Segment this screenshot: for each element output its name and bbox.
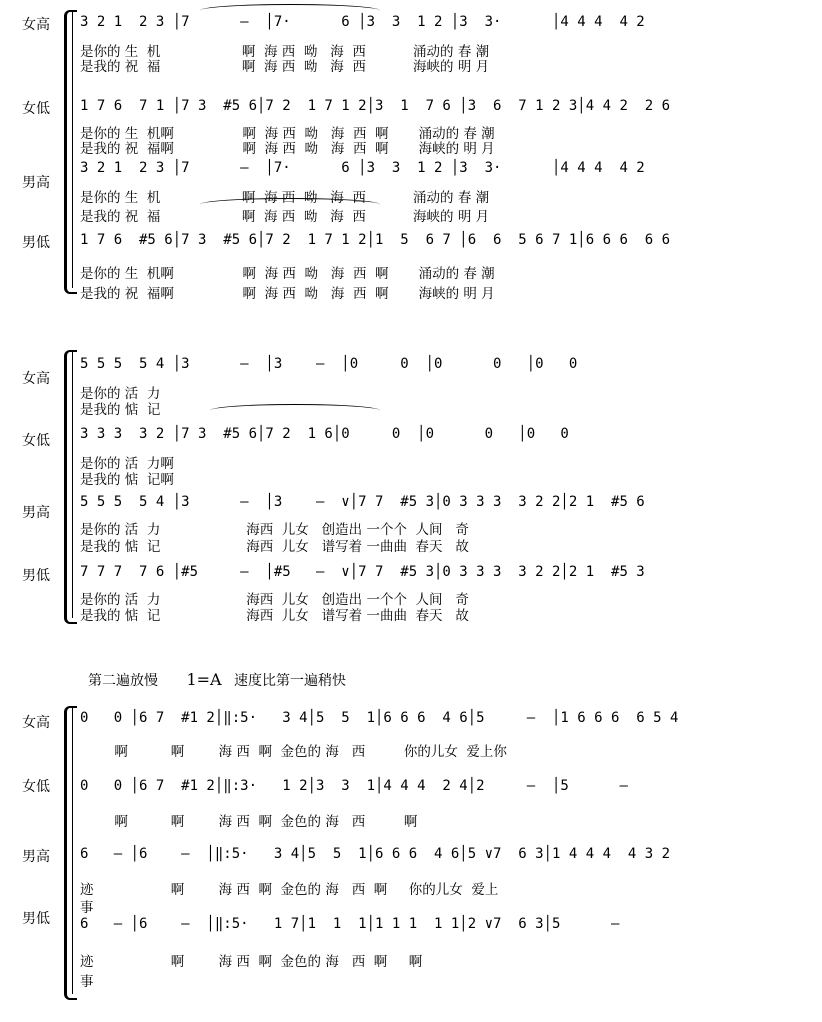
- part-notes: 1 7 6 7 1 │7 3 #5 6│7 2 1 7 1 2│3 1 7 6 │3 6 7 1 2 3│4 4 2 2 6: [80, 98, 671, 114]
- lyric-line: 事: [80, 900, 94, 916]
- lyric-line: 是我的 祝 福啊 啊 海 西 呦 海 西 啊 海峡的 明 月: [80, 141, 495, 157]
- part-label: 男高: [22, 505, 50, 521]
- system-brace-inner: [72, 12, 73, 288]
- part-label: 女低: [22, 101, 50, 117]
- part-label: 男低: [22, 235, 50, 251]
- part-notes: 0 0 │6 7 #1 2│‖:3· 1 2│3 3 1│4 4 4 2 4│2 – │5 –: [80, 778, 628, 794]
- lyric-line: 是你的 生 机啊 啊 海 西 呦 海 西 啊 涌动的 春 潮: [80, 126, 495, 142]
- lyric-line: 啊 啊 海 西 啊 金色的 海 西 你的儿女 爱上你: [80, 744, 507, 760]
- lyric-line: 是我的 祝 福啊 啊 海 西 呦 海 西 啊 海峡的 明 月: [80, 286, 495, 302]
- part-label: 女高: [22, 17, 50, 33]
- lyric-line: 事: [80, 974, 94, 990]
- lyric-line: 是我的 惦 记: [80, 402, 161, 418]
- lyric-line: 是你的 活 力啊: [80, 456, 174, 472]
- lyric-line: 是我的 惦 记 海西 儿女 谱写着 一曲曲 春天 故: [80, 608, 469, 624]
- lyric-line: 是我的 惦 记啊: [80, 472, 174, 488]
- tempo-note: 第二遍放慢: [88, 673, 158, 689]
- part-label: 男高: [22, 849, 50, 865]
- lyric-line: 是你的 生 机 啊 海 西 呦 海 西 涌动的 春 潮: [80, 44, 490, 60]
- tempo-heading: [88, 670, 346, 690]
- slur: [200, 198, 380, 211]
- system-brace: [64, 706, 77, 1000]
- lyric-line: 是我的 祝 福 啊 海 西 呦 海 西 海峡的 明 月: [80, 59, 490, 75]
- part-label: 女低: [22, 433, 50, 449]
- part-label: 男低: [22, 568, 50, 584]
- part-notes: 1 7 6 #5 6│7 3 #5 6│7 2 1 7 1 2│1 5 6 7 │6 6 5 6 7 1│6 6 6 6 6: [80, 232, 671, 248]
- system-brace: [64, 10, 77, 294]
- lyric-line: 是你的 活 力 海西 儿女 创造出 一个个 人间 奇: [80, 592, 469, 608]
- part-notes: 7 7 7 7 6 │#5 – │#5 – ∨│7 7 #5 3│0 3 3 3 3 2 2│2 1 #5 3: [80, 564, 645, 580]
- part-notes: 6 – │6 – │‖:5· 3 4│5 5 1│6 6 6 4 6│5 ∨7 6 3│1 4 4 4 4 3 2: [80, 846, 671, 862]
- lyric-line: 是你的 生 机啊 啊 海 西 呦 海 西 啊 涌动的 春 潮: [80, 266, 495, 282]
- lyric-line: 是我的 惦 记 海西 儿女 谱写着 一曲曲 春天 故: [80, 539, 469, 555]
- part-notes: 5 5 5 5 4 │3 – │3 – ∨│7 7 #5 3│0 3 3 3 3 2 2│2 1 #5 6: [80, 494, 645, 510]
- lyric-line: 啊 啊 海 西 啊 金色的 海 西 啊: [80, 814, 418, 830]
- system-brace-inner: [72, 352, 73, 618]
- part-notes: 3 2 1 2 3 │7 – │7· 6 │3 3 1 2 │3 3· │4 4 4 4 2: [80, 14, 645, 30]
- part-notes: 3 2 1 2 3 │7 – │7· 6 │3 3 1 2 │3 3· │4 4 4 4 2: [80, 160, 645, 176]
- system-brace: [64, 350, 77, 624]
- lyric-line: 是你的 活 力 海西 儿女 创造出 一个个 人间 奇: [80, 522, 469, 538]
- part-label: 男高: [22, 175, 50, 191]
- part-label: 女高: [22, 715, 50, 731]
- lyric-line: 迹 啊 海 西 啊 金色的 海 西 啊 你的儿女 爱上: [80, 882, 499, 898]
- lyric-line: 是我的 祝 福 啊 海 西 呦 海 西 海峡的 明 月: [80, 209, 490, 225]
- slur: [200, 4, 380, 17]
- slur: [210, 404, 380, 417]
- part-notes: 5 5 5 5 4 │3 – │3 – │0 0 │0 0 │0 0: [80, 356, 578, 372]
- part-notes: 3 3 3 3 2 │7 3 #5 6│7 2 1 6│0 0 │0 0 │0 0: [80, 426, 569, 442]
- part-label: 女高: [22, 371, 50, 387]
- part-label: 女低: [22, 779, 50, 795]
- lyric-line: 是你的 活 力: [80, 386, 161, 402]
- key-signature: 1=A: [186, 670, 222, 689]
- part-notes: 0 0 │6 7 #1 2│‖:5· 3 4│5 5 1│6 6 6 4 6│5 – │1 6 6 6 6 5 4: [80, 710, 679, 726]
- lyric-line: 迹 啊 海 西 啊 金色的 海 西 啊 啊: [80, 954, 423, 970]
- part-notes: 6 – │6 – │‖:5· 1 7│1 1 1│1 1 1 1 1│2 ∨7 6 3│5 –: [80, 916, 620, 932]
- part-label: 男低: [22, 911, 50, 927]
- system-brace-inner: [72, 708, 73, 994]
- speed-note: 速度比第一遍稍快: [234, 673, 347, 689]
- lyric-line: 是你的 生 机 啊 海 西 呦 海 西 涌动的 春 潮: [80, 190, 490, 206]
